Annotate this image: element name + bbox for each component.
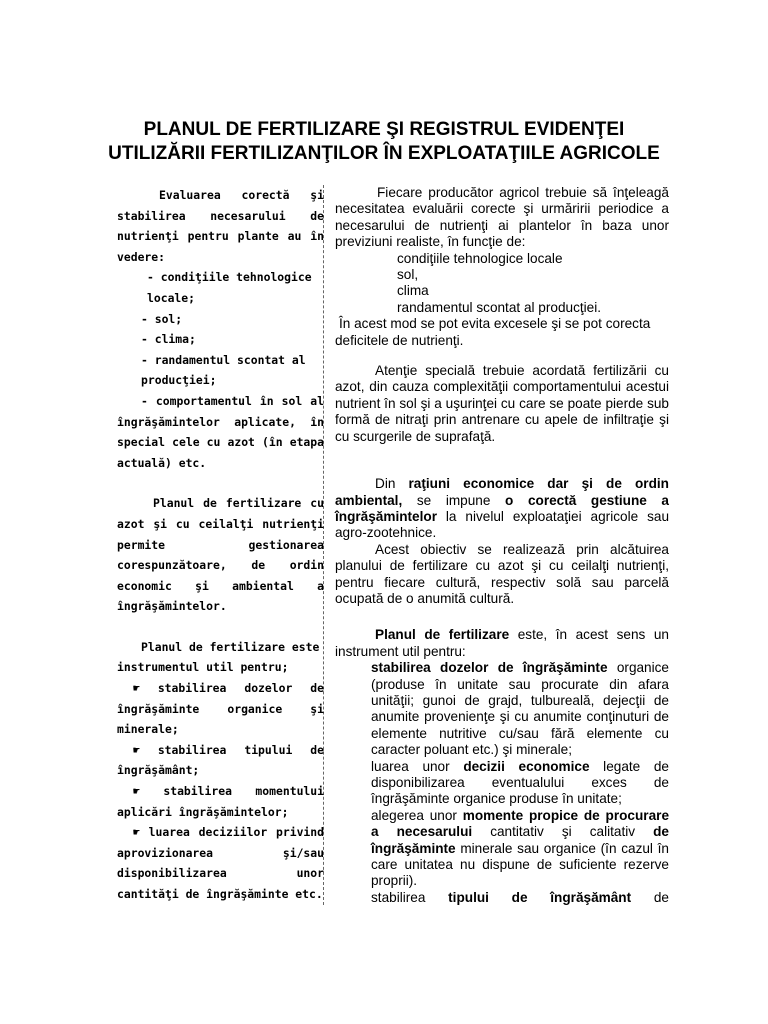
right-paragraph-1: Fiecare producător agricol trebuie să înţeleagă necesitatea evaluării corecte şi urmăririi periodice a necesarului de nutrienţi ai plantelor în baza unor previziuni realiste, în funcţie de: (335, 185, 669, 250)
right-list-item: condiţiile tehnologice locale (397, 250, 563, 266)
left-paragraph-3: Planul de fertilizare este instrumentul util pentru; (117, 639, 320, 675)
hand-pointer-icon: ☛ (133, 681, 140, 696)
right-bullet-item: stabilirea tipului de îngrăşământ de (371, 889, 669, 905)
right-list-item: clima (397, 283, 429, 299)
right-bullet-item: luarea unor decizii economice legate de disponibilizarea eventualului exces de îngrăşăminte organice produse în unitate; (371, 758, 669, 807)
left-item: - sol; (141, 311, 183, 326)
left-bullet-item: ☛ stabilirea momentului aplicări îngrăşămintelor; (117, 784, 325, 819)
right-paragraph-3: Din raţiuni economice dar şi de ordin ambiental, se impune o corectă gestiune a îngrăşămintelor la nivelul exploataţiei agricole sau agro-zootehnice. (335, 476, 669, 541)
title-line-1: PLANUL DE FERTILIZARE ŞI REGISTRUL EVIDENŢEI (143, 119, 625, 140)
right-paragraph-5: Planul de fertilizare este, în acest sens un instrument util pentru: (335, 627, 669, 659)
hand-pointer-icon: ☛ (133, 784, 140, 799)
right-column (335, 185, 669, 906)
left-paragraph-2: Planul de fertilizare cu azot şi cu ceilalţi nutrienţi permite gestionarea corespunzătoare, de ordin economic şi ambiental a îngrăşămintelor. (117, 496, 324, 614)
left-bullet-item: ☛ stabilirea tipului de îngrăşământ; (117, 742, 325, 778)
right-paragraph-1-end: În acest mod se pot evita excesele şi se pot corecta deficitele de nutrienţi. (335, 316, 651, 348)
right-bullet-item: alegerea unor momente propice de procurare a necesarului cantitativ şi calitativ de îngrăşăminte minerale sau organice (în cazul în care unitatea nu dispune de suficiente rezerve proprii). (371, 807, 670, 889)
title-line-2: UTILIZĂRII FERTILIZANŢILOR ÎN EXPLOATAŢIILE AGRICOLE (108, 143, 660, 164)
hand-pointer-icon: ☛ (133, 742, 140, 757)
left-item: - clima; (141, 332, 196, 347)
right-list-item: randamentul scontat al producţiei. (397, 299, 602, 315)
left-bullet-item: ☛ stabilirea dozelor de îngrăşăminte organice şi minerale; (117, 681, 325, 737)
left-column (117, 185, 324, 905)
left-bullet-item: ☛ luarea deciziilor privind aprovizionarea şi/sau disponibilizarea unor cantităţi de îngrăşăminte etc. (117, 825, 325, 901)
hand-pointer-icon: ☛ (133, 825, 140, 840)
document-title (100, 118, 668, 166)
left-item: - condiţiile tehnologice locale; (147, 270, 312, 305)
left-item: - randamentul scontat al producţiei; (141, 352, 306, 388)
right-paragraph-4: Acest obiectiv se realizează prin alcătuirea planului de fertilizare cu azot şi cu ceilalţi nutrienţi, pentru fiecare cultură, respectiv solă sau parcelă ocupată de o anumită cultură. (335, 541, 669, 606)
left-item: - comportamentul în sol al îngrăşămintelor aplicate, în special cele cu azot (în etapa actuală) etc. (117, 393, 324, 470)
right-bullet-item: stabilirea dozelor de îngrăşăminte organice (produse în unitate sau procurate din afara unităţii; gunoi de grajd, tulbureală, dejecţii de anumite provenienţe şi cu anumite conţinuturi de elemente nutritive cu/sau fără elemente cu caracter poluant etc.) şi minerale; (371, 660, 669, 758)
left-intro: Evaluarea corectă şi stabilirea necesarului de nutrienţi pentru plante au în vedere: (117, 188, 324, 264)
right-list-item: sol, (397, 267, 419, 283)
right-paragraph-2: Atenţie specială trebuie acordată fertilizării cu azot, din cauza complexităţii comportamentului acestui nutrient în sol şi a uşurinţei cu care se poate pierde sub formă de nitraţi prin antrenare cu apele de infiltraţie şi cu scurgerile de suprafaţă. (335, 363, 669, 444)
